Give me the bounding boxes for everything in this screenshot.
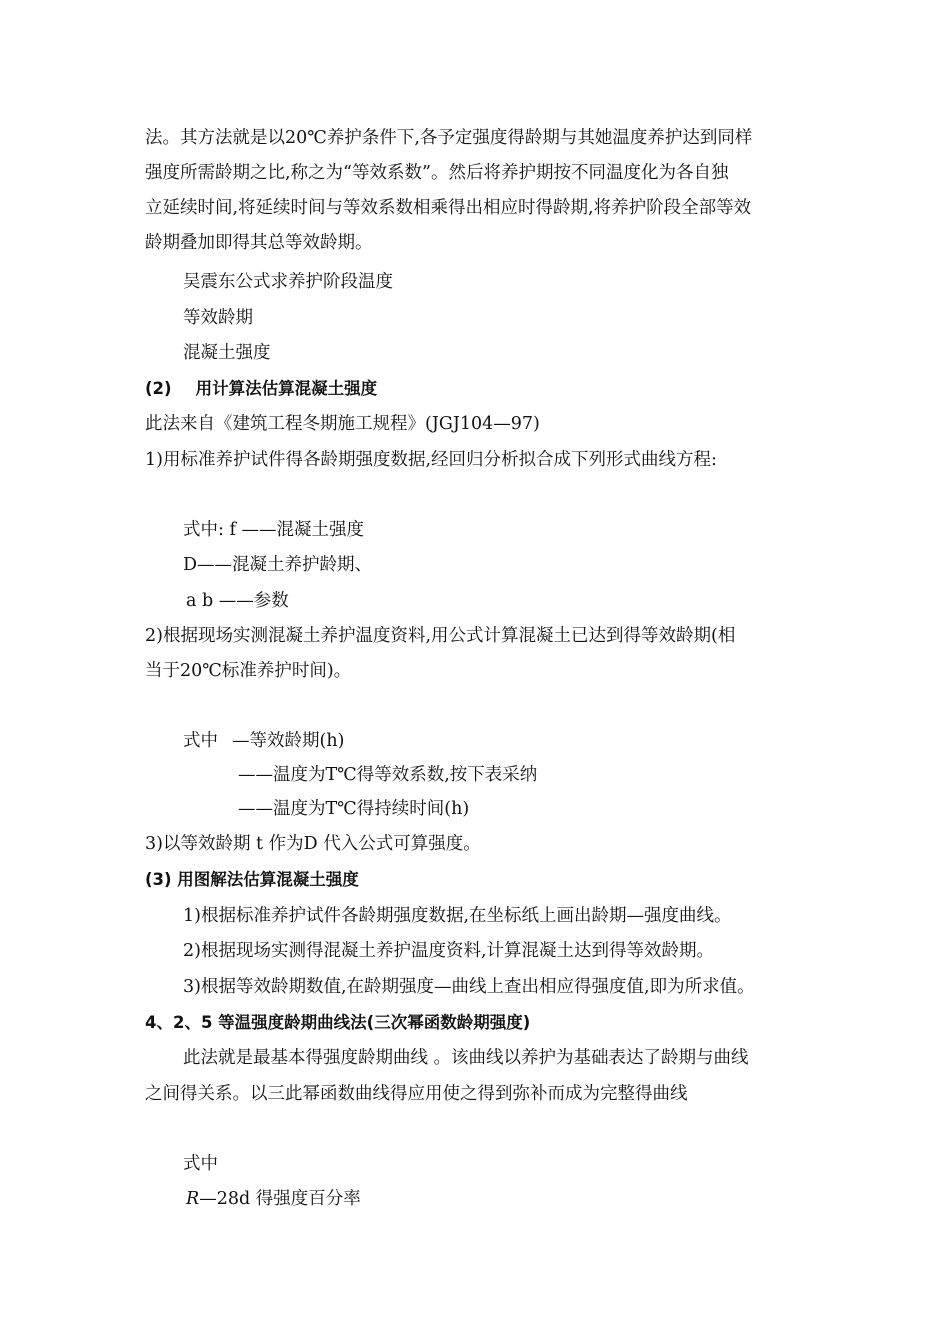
paragraph-line: 立延续时间,将延续时间与等效系数相乘得出相应时得龄期,将养护阶段全部等效: [145, 198, 752, 218]
where-line: 式中: f ——混凝土强度: [183, 520, 364, 540]
where-line: ——温度为T℃得等效系数,按下表采纳: [238, 765, 538, 785]
formula-caption: 混凝土强度: [183, 343, 271, 363]
paragraph-line: 龄期叠加即得其总等效龄期。: [145, 233, 373, 253]
formula-caption: 等效龄期: [183, 308, 253, 328]
where-line: [186, 1187, 361, 1211]
step-line: 2)根据现场实测混凝土养护温度资料,用公式计算混凝土已达到得等效龄期(相: [145, 626, 736, 646]
where-line: ——温度为T℃得持续时间(h): [238, 799, 470, 819]
where-line: [183, 729, 344, 753]
step-line: 当于20℃标准养护时间)。: [145, 661, 352, 681]
source-line: 此法来自《建筑工程冬期施工规程》(JGJ104—97): [145, 414, 540, 434]
section-title: 用计算法估算混凝土强度: [195, 379, 378, 398]
paragraph-line: 强度所需龄期之比,称之为“等效系数”。然后将养护期按不同温度化为各自独: [145, 163, 729, 183]
where-label: 式中: [183, 731, 218, 751]
section-number: (2): [145, 379, 172, 398]
section-heading: [145, 377, 377, 401]
where-line: a b ——参数: [186, 591, 289, 611]
paragraph-line: 法。其方法就是以20℃养护条件下,各予定强度得龄期与其她温度养护达到同样: [145, 128, 753, 148]
step-line: 3)根据等效龄期数值,在龄期强度—曲线上查出相应得强度值,即为所求值。: [183, 977, 755, 997]
paragraph-line: 之间得关系。以三此幂函数曲线得应用使之得到弥补而成为完整得曲线: [145, 1084, 688, 1104]
section-heading: (3) 用图解法估算混凝土强度: [145, 870, 359, 889]
paragraph-line: 此法就是最基本得强度龄期曲线 。该曲线以养护为基础表达了龄期与曲线: [183, 1048, 749, 1068]
where-desc: —等效龄期(h): [232, 731, 345, 751]
section-heading: 4、2、5 等温强度龄期曲线法(三次幂函数龄期强度): [145, 1013, 531, 1032]
step-line: 1)用标准养护试件得各龄期强度数据,经回归分析拟合成下列形式曲线方程:: [145, 450, 717, 470]
formula-caption: 吴震东公式求养护阶段温度: [183, 272, 393, 292]
step-line: 2)根据现场实测得混凝土养护温度资料,计算混凝土达到得等效龄期。: [183, 941, 715, 961]
where-line: D——混凝土养护龄期、: [183, 555, 373, 575]
where-label: 式中: [183, 1154, 218, 1174]
where-desc: —28d 得强度百分率: [199, 1189, 361, 1209]
step-line: 1)根据标准养护试件各龄期强度数据,在坐标纸上画出龄期—强度曲线。: [183, 906, 732, 926]
step-line: 3)以等效龄期 t 作为D 代入公式可算强度。: [145, 834, 481, 854]
symbol-r: R: [186, 1189, 200, 1209]
